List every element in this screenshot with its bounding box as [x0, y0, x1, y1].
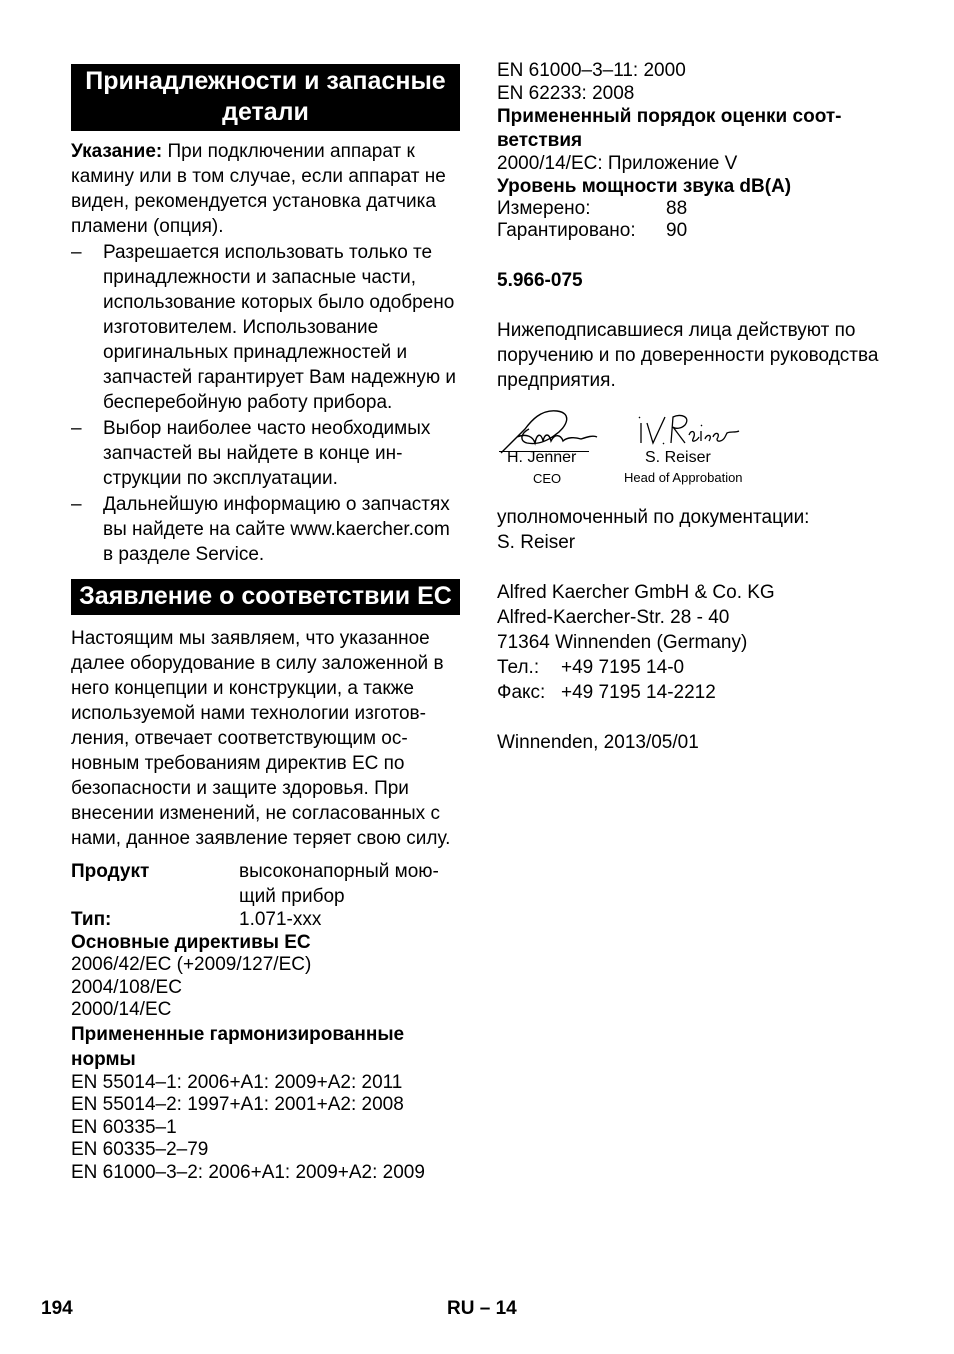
measured-value: 88: [666, 197, 688, 219]
signer2-name: S. Reiser: [645, 448, 711, 466]
note-text: При подключении аппарат к камину или в том случае, если аппарат не виден, рекомендуется установка датчика пламени (опция).: [71, 141, 446, 237]
norm-item: EN 60335–1: [71, 1116, 177, 1138]
measured-row: [497, 198, 897, 221]
norm-item: EN 61000–3–11: 2000: [497, 60, 686, 81]
directives-label: Основные директивы ЕС: [71, 932, 311, 953]
note-paragraph: [71, 139, 460, 239]
guaranteed-value: 90: [666, 220, 688, 241]
measured-label: Измерено:: [497, 197, 591, 219]
guaranteed-label: Гарантировано:: [497, 220, 636, 241]
product-label: Продукт: [71, 861, 150, 882]
product-row: [71, 859, 460, 909]
section-title-declaration: Заявление о соответствии ЕС: [71, 579, 460, 615]
right-column: [497, 60, 897, 755]
directive-item: 2000/14/EC: [71, 999, 172, 1020]
list-item: – Дальнейшую информацию о запчастях вы найдете на сайте www.kaercher.com в разделе Service.: [71, 494, 450, 565]
norm-item: EN 62233: 2008: [497, 82, 635, 104]
norm-item: EN 55014–1: 2006+A1: 2009+A2: 2011: [71, 1071, 403, 1093]
norm-item: EN 55014–2: 1997+A1: 2001+A2: 2008: [71, 1094, 404, 1115]
place-date: Winnenden, 2013/05/01: [497, 731, 699, 753]
company-city: 71364 Winnenden (Germany): [497, 631, 748, 653]
directive-item: 2004/108/EC: [71, 976, 182, 998]
list-item: – Выбор наиболее часто необходимых запчастей вы найдете в конце инструкции по эксплуатации.: [71, 418, 431, 489]
authorized-name: S. Reiser: [497, 531, 576, 553]
sound-label: Уровень мощности звука dB(A): [497, 175, 792, 197]
authorized-text: уполномоченный по документации:: [497, 506, 810, 528]
signer1-name: H. Jenner: [507, 448, 577, 466]
directive-item: 2006/42/EC (+2009/127/EC): [71, 954, 312, 975]
parts-list: [71, 240, 460, 567]
signature-reiser: [635, 411, 745, 451]
fax-label: Факс:: [497, 681, 546, 703]
phone-value: +49 7195 14-0: [561, 656, 685, 678]
declaration-text: Настоящим мы заявляем, что указанное далее оборудование в силу заложенной в него концепции и конструкции, а также используемой нами технологии изготовления, отвечает соответствующим основным требованиям директив ЕС по безопасности и защите здоровья. При внесении изменений, не согласованных с нами, данное заявление теряет свою силу.: [71, 628, 451, 849]
procedure-value: 2000/14/EC: Приложение V: [497, 153, 738, 174]
type-row: [71, 909, 460, 931]
section-title-accessories: Принадлежности и запасные детали: [71, 64, 460, 131]
signatories-text: Нижеподписавшиеся лица действуют по поручению и по доверенности руководства предприятия.: [497, 319, 879, 391]
product-value: высоконапорный моющий прибор: [239, 861, 439, 907]
norm-item: EN 60335–2–79: [71, 1139, 209, 1160]
fax-row: [497, 680, 897, 705]
part-number: 5.966-075: [497, 269, 583, 291]
section-footer: RU – 14: [447, 1298, 517, 1319]
norm-item: EN 61000–3–2: 2006+A1: 2009+A2: 2009: [71, 1161, 425, 1183]
note-label: Указание:: [71, 141, 163, 162]
type-value: 1.071-xxx: [239, 909, 322, 930]
company-street: Alfred-Kaercher-Str. 28 - 40: [497, 606, 730, 628]
procedure-label: Примененный порядок оценки соответствия: [497, 106, 842, 151]
phone-row: [497, 655, 897, 680]
signer1-role: CEO: [533, 470, 562, 486]
left-column: [71, 64, 460, 1184]
page-number: 194: [41, 1298, 73, 1319]
norms-label: Примененные гармонизированные нормы: [71, 1023, 405, 1070]
fax-value: +49 7195 14-2212: [561, 681, 716, 703]
list-item: – Разрешается использовать только те принадлежности и запасные части, использование которых было одобрено изготовителем. Использование оригинальных принадлежностей и запчастей гарантирует Вам надежную и бесперебойную работу прибора.: [71, 242, 456, 413]
signer2-role: Head of Approbation: [624, 469, 743, 485]
guaranteed-row: [497, 220, 897, 243]
company-name: Alfred Kaercher GmbH & Co. KG: [497, 581, 775, 603]
signature-block: [497, 403, 897, 503]
type-label: Тип:: [71, 909, 112, 930]
phone-label: Тел.:: [497, 656, 540, 678]
